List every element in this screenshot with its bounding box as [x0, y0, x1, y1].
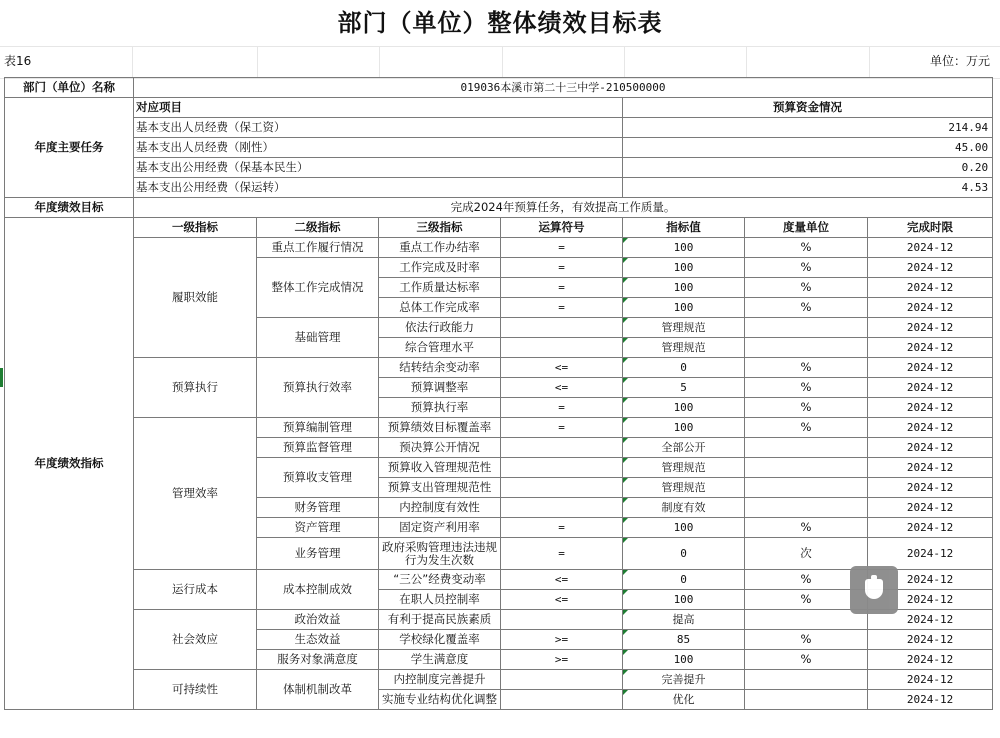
indicator-header-cell: 指标值	[623, 218, 745, 238]
shield-icon	[865, 579, 883, 599]
level2-indicator[interactable]: 服务对象满意度	[257, 650, 379, 670]
due-date[interactable]: 2024-12	[868, 590, 993, 610]
indicator-value[interactable]: 5	[623, 378, 745, 398]
task-row	[5, 178, 993, 198]
task-row	[5, 118, 993, 138]
level2-indicator[interactable]: 业务管理	[257, 538, 379, 570]
level3-indicator[interactable]: 实施专业结构优化调整	[379, 690, 501, 710]
indicator-value[interactable]: 全部公开	[623, 438, 745, 458]
measure-unit[interactable]: %	[745, 650, 868, 670]
measure-unit[interactable]	[745, 438, 868, 458]
annual-goal-label: 年度绩效目标	[5, 198, 134, 218]
operator-cell[interactable]	[501, 610, 623, 630]
measure-unit[interactable]: %	[745, 278, 868, 298]
level2-indicator[interactable]: 体制机制改革	[257, 670, 379, 710]
due-date[interactable]: 2024-12	[868, 670, 993, 690]
row-selection-marker	[0, 368, 3, 387]
indicator-value[interactable]: 100	[623, 298, 745, 318]
operator-cell[interactable]	[501, 318, 623, 338]
operator-cell[interactable]	[501, 458, 623, 478]
operator-cell[interactable]: =	[501, 298, 623, 318]
indicator-header-row	[5, 218, 993, 238]
level3-indicator[interactable]: 学生满意度	[379, 650, 501, 670]
indicator-value[interactable]: 管理规范	[623, 478, 745, 498]
indicator-header-cell: 完成时限	[868, 218, 993, 238]
operator-cell[interactable]: =	[501, 238, 623, 258]
level2-indicator[interactable]: 生态效益	[257, 630, 379, 650]
due-date[interactable]: 2024-12	[868, 570, 993, 590]
level3-indicator[interactable]: 结转结余变动率	[379, 358, 501, 378]
level2-indicator[interactable]: 基础管理	[257, 318, 379, 358]
indicator-value[interactable]: 0	[623, 538, 745, 570]
task-amount[interactable]: 4.53	[623, 178, 993, 198]
indicator-row	[5, 238, 993, 258]
operator-cell[interactable]: =	[501, 398, 623, 418]
task-amount[interactable]: 214.94	[623, 118, 993, 138]
level2-indicator[interactable]: 成本控制成效	[257, 570, 379, 610]
operator-cell[interactable]	[501, 478, 623, 498]
level3-indicator[interactable]: 内控制度完善提升	[379, 670, 501, 690]
due-date[interactable]: 2024-12	[868, 358, 993, 378]
level3-indicator[interactable]: 预算支出管理规范性	[379, 478, 501, 498]
level2-indicator[interactable]: 预算收支管理	[257, 458, 379, 498]
measure-unit[interactable]: %	[745, 518, 868, 538]
measure-unit[interactable]	[745, 338, 868, 358]
due-date[interactable]: 2024-12	[868, 498, 993, 518]
task-item[interactable]: 基本支出公用经费（保基本民生）	[134, 158, 623, 178]
annual-goal-value[interactable]: 完成2024年预算任务，有效提高工作质量。	[134, 198, 993, 218]
indicator-value[interactable]: 0	[623, 570, 745, 590]
indicator-value[interactable]: 管理规范	[623, 338, 745, 358]
indicator-value[interactable]: 100	[623, 278, 745, 298]
task-row	[5, 138, 993, 158]
operator-cell[interactable]: =	[501, 518, 623, 538]
table-number: 表16	[4, 54, 32, 68]
indicator-row	[5, 670, 993, 690]
level1-indicator[interactable]: 社会效应	[134, 610, 257, 670]
measure-unit[interactable]	[745, 610, 868, 630]
spreadsheet-grid-row	[0, 46, 1000, 79]
level3-indicator[interactable]: 工作完成及时率	[379, 258, 501, 278]
dept-value[interactable]: 019036本溪市第二十三中学-210500000	[134, 78, 993, 98]
due-date[interactable]: 2024-12	[868, 398, 993, 418]
level3-indicator[interactable]: 总体工作完成率	[379, 298, 501, 318]
due-date[interactable]: 2024-12	[868, 378, 993, 398]
operator-cell[interactable]	[501, 438, 623, 458]
indicator-value[interactable]: 100	[623, 650, 745, 670]
indicator-value[interactable]: 100	[623, 590, 745, 610]
level3-indicator[interactable]: 重点工作办结率	[379, 238, 501, 258]
indicator-header-cell: 度量单位	[745, 218, 868, 238]
task-amount[interactable]: 0.20	[623, 158, 993, 178]
operator-cell[interactable]	[501, 338, 623, 358]
indicator-value[interactable]: 100	[623, 238, 745, 258]
operator-cell[interactable]: <=	[501, 358, 623, 378]
tasks-header-row	[5, 98, 993, 118]
operator-cell[interactable]: =	[501, 418, 623, 438]
measure-unit[interactable]: 次	[745, 538, 868, 570]
level2-indicator[interactable]: 预算编制管理	[257, 418, 379, 438]
due-date[interactable]: 2024-12	[868, 538, 993, 570]
due-date[interactable]: 2024-12	[868, 338, 993, 358]
level3-indicator[interactable]: 在职人员控制率	[379, 590, 501, 610]
measure-unit[interactable]	[745, 478, 868, 498]
level3-indicator[interactable]: 预决算公开情况	[379, 438, 501, 458]
operator-cell[interactable]: >=	[501, 650, 623, 670]
indicator-value[interactable]: 100	[623, 258, 745, 278]
task-item[interactable]: 基本支出公用经费（保运转）	[134, 178, 623, 198]
level2-indicator[interactable]: 重点工作履行情况	[257, 238, 379, 258]
indicator-value[interactable]: 管理规范	[623, 318, 745, 338]
due-date[interactable]: 2024-12	[868, 238, 993, 258]
indicator-value[interactable]: 优化	[623, 690, 745, 710]
indicator-value[interactable]: 制度有效	[623, 498, 745, 518]
level1-indicator[interactable]: 履职效能	[134, 238, 257, 358]
page-title: 部门（单位）整体绩效目标表	[337, 8, 663, 37]
measure-unit[interactable]: %	[745, 378, 868, 398]
indicator-header-cell: 一级指标	[134, 218, 257, 238]
level3-indicator[interactable]: 预算收入管理规范性	[379, 458, 501, 478]
indicator-row	[5, 418, 993, 438]
performance-table	[4, 77, 993, 710]
due-date[interactable]: 2024-12	[868, 298, 993, 318]
indicator-value[interactable]: 100	[623, 518, 745, 538]
due-date[interactable]: 2024-12	[868, 610, 993, 630]
level3-indicator[interactable]: 有利于提高民族素质	[379, 610, 501, 630]
level3-indicator[interactable]: 工作质量达标率	[379, 278, 501, 298]
operator-cell[interactable]	[501, 690, 623, 710]
indicator-value[interactable]: 100	[623, 398, 745, 418]
due-date[interactable]: 2024-12	[868, 650, 993, 670]
operator-cell[interactable]: =	[501, 258, 623, 278]
indicator-header-cell: 二级指标	[257, 218, 379, 238]
indicator-value[interactable]: 0	[623, 358, 745, 378]
measure-unit[interactable]: %	[745, 398, 868, 418]
level3-indicator[interactable]: 预算绩效目标覆盖率	[379, 418, 501, 438]
measure-unit[interactable]: %	[745, 570, 868, 590]
operator-cell[interactable]	[501, 498, 623, 518]
measure-unit[interactable]: %	[745, 630, 868, 650]
measure-unit[interactable]: %	[745, 258, 868, 278]
due-date[interactable]: 2024-12	[868, 418, 993, 438]
indicator-value[interactable]: 管理规范	[623, 458, 745, 478]
operator-cell[interactable]: =	[501, 538, 623, 570]
measure-unit[interactable]: %	[745, 590, 868, 610]
level3-indicator[interactable]: 内控制度有效性	[379, 498, 501, 518]
operator-cell[interactable]: =	[501, 278, 623, 298]
level2-indicator[interactable]: 预算监督管理	[257, 438, 379, 458]
due-date[interactable]: 2024-12	[868, 278, 993, 298]
level3-indicator[interactable]: 综合管理水平	[379, 338, 501, 358]
due-date[interactable]: 2024-12	[868, 690, 993, 710]
operator-cell[interactable]: >=	[501, 630, 623, 650]
level3-indicator[interactable]: 预算调整率	[379, 378, 501, 398]
measure-unit[interactable]	[745, 458, 868, 478]
due-date[interactable]: 2024-12	[868, 438, 993, 458]
operator-cell[interactable]: <=	[501, 570, 623, 590]
measure-unit[interactable]	[745, 318, 868, 338]
level2-indicator[interactable]: 预算执行效率	[257, 358, 379, 418]
due-date[interactable]: 2024-12	[868, 518, 993, 538]
dept-label: 部门（单位）名称	[5, 78, 134, 98]
operator-cell[interactable]	[501, 670, 623, 690]
level3-indicator[interactable]: 依法行政能力	[379, 318, 501, 338]
due-date[interactable]: 2024-12	[868, 458, 993, 478]
indicator-value[interactable]: 完善提升	[623, 670, 745, 690]
due-date[interactable]: 2024-12	[868, 258, 993, 278]
indicator-row	[5, 570, 993, 590]
measure-unit[interactable]: %	[745, 238, 868, 258]
indicator-row	[5, 610, 993, 630]
indicators-label: 年度绩效指标	[5, 218, 134, 710]
unit-label: 单位：万元	[929, 54, 990, 68]
task-item[interactable]: 基本支出人员经费（保工资）	[134, 118, 623, 138]
indicator-value[interactable]: 85	[623, 630, 745, 650]
indicator-header-cell: 三级指标	[379, 218, 501, 238]
level2-indicator[interactable]: 政治效益	[257, 610, 379, 630]
due-date[interactable]: 2024-12	[868, 630, 993, 650]
level2-indicator[interactable]: 资产管理	[257, 518, 379, 538]
level3-indicator[interactable]: 政府采购管理违法违规行为发生次数	[379, 538, 501, 570]
operator-cell[interactable]: <=	[501, 590, 623, 610]
measure-unit[interactable]	[745, 690, 868, 710]
measure-unit[interactable]	[745, 670, 868, 690]
level3-indicator[interactable]: “三公”经费变动率	[379, 570, 501, 590]
level1-indicator[interactable]: 管理效率	[134, 418, 257, 570]
measure-unit[interactable]	[745, 498, 868, 518]
level2-indicator[interactable]: 整体工作完成情况	[257, 258, 379, 318]
annual-tasks-label: 年度主要任务	[5, 98, 134, 198]
indicator-header-cell: 运算符号	[501, 218, 623, 238]
level1-indicator[interactable]: 可持续性	[134, 670, 257, 710]
indicator-value[interactable]: 100	[623, 418, 745, 438]
measure-unit[interactable]: %	[745, 298, 868, 318]
dept-row	[5, 78, 993, 98]
measure-unit[interactable]: %	[745, 358, 868, 378]
tasks-header-budget: 预算资金情况	[623, 98, 993, 118]
level1-indicator[interactable]: 运行成本	[134, 570, 257, 610]
tasks-header-item: 对应项目	[134, 98, 623, 118]
due-date[interactable]: 2024-12	[868, 478, 993, 498]
level1-indicator[interactable]: 预算执行	[134, 358, 257, 418]
goal-row	[5, 198, 993, 218]
due-date[interactable]: 2024-12	[868, 318, 993, 338]
measure-unit[interactable]: %	[745, 418, 868, 438]
level3-indicator[interactable]: 预算执行率	[379, 398, 501, 418]
level3-indicator[interactable]: 固定资产利用率	[379, 518, 501, 538]
level3-indicator[interactable]: 学校绿化覆盖率	[379, 630, 501, 650]
level2-indicator[interactable]: 财务管理	[257, 498, 379, 518]
task-item[interactable]: 基本支出人员经费（刚性）	[134, 138, 623, 158]
indicator-row	[5, 358, 993, 378]
floating-shield-button[interactable]	[850, 566, 898, 614]
task-row	[5, 158, 993, 178]
operator-cell[interactable]: <=	[501, 378, 623, 398]
indicator-value[interactable]: 提高	[623, 610, 745, 630]
task-amount[interactable]: 45.00	[623, 138, 993, 158]
